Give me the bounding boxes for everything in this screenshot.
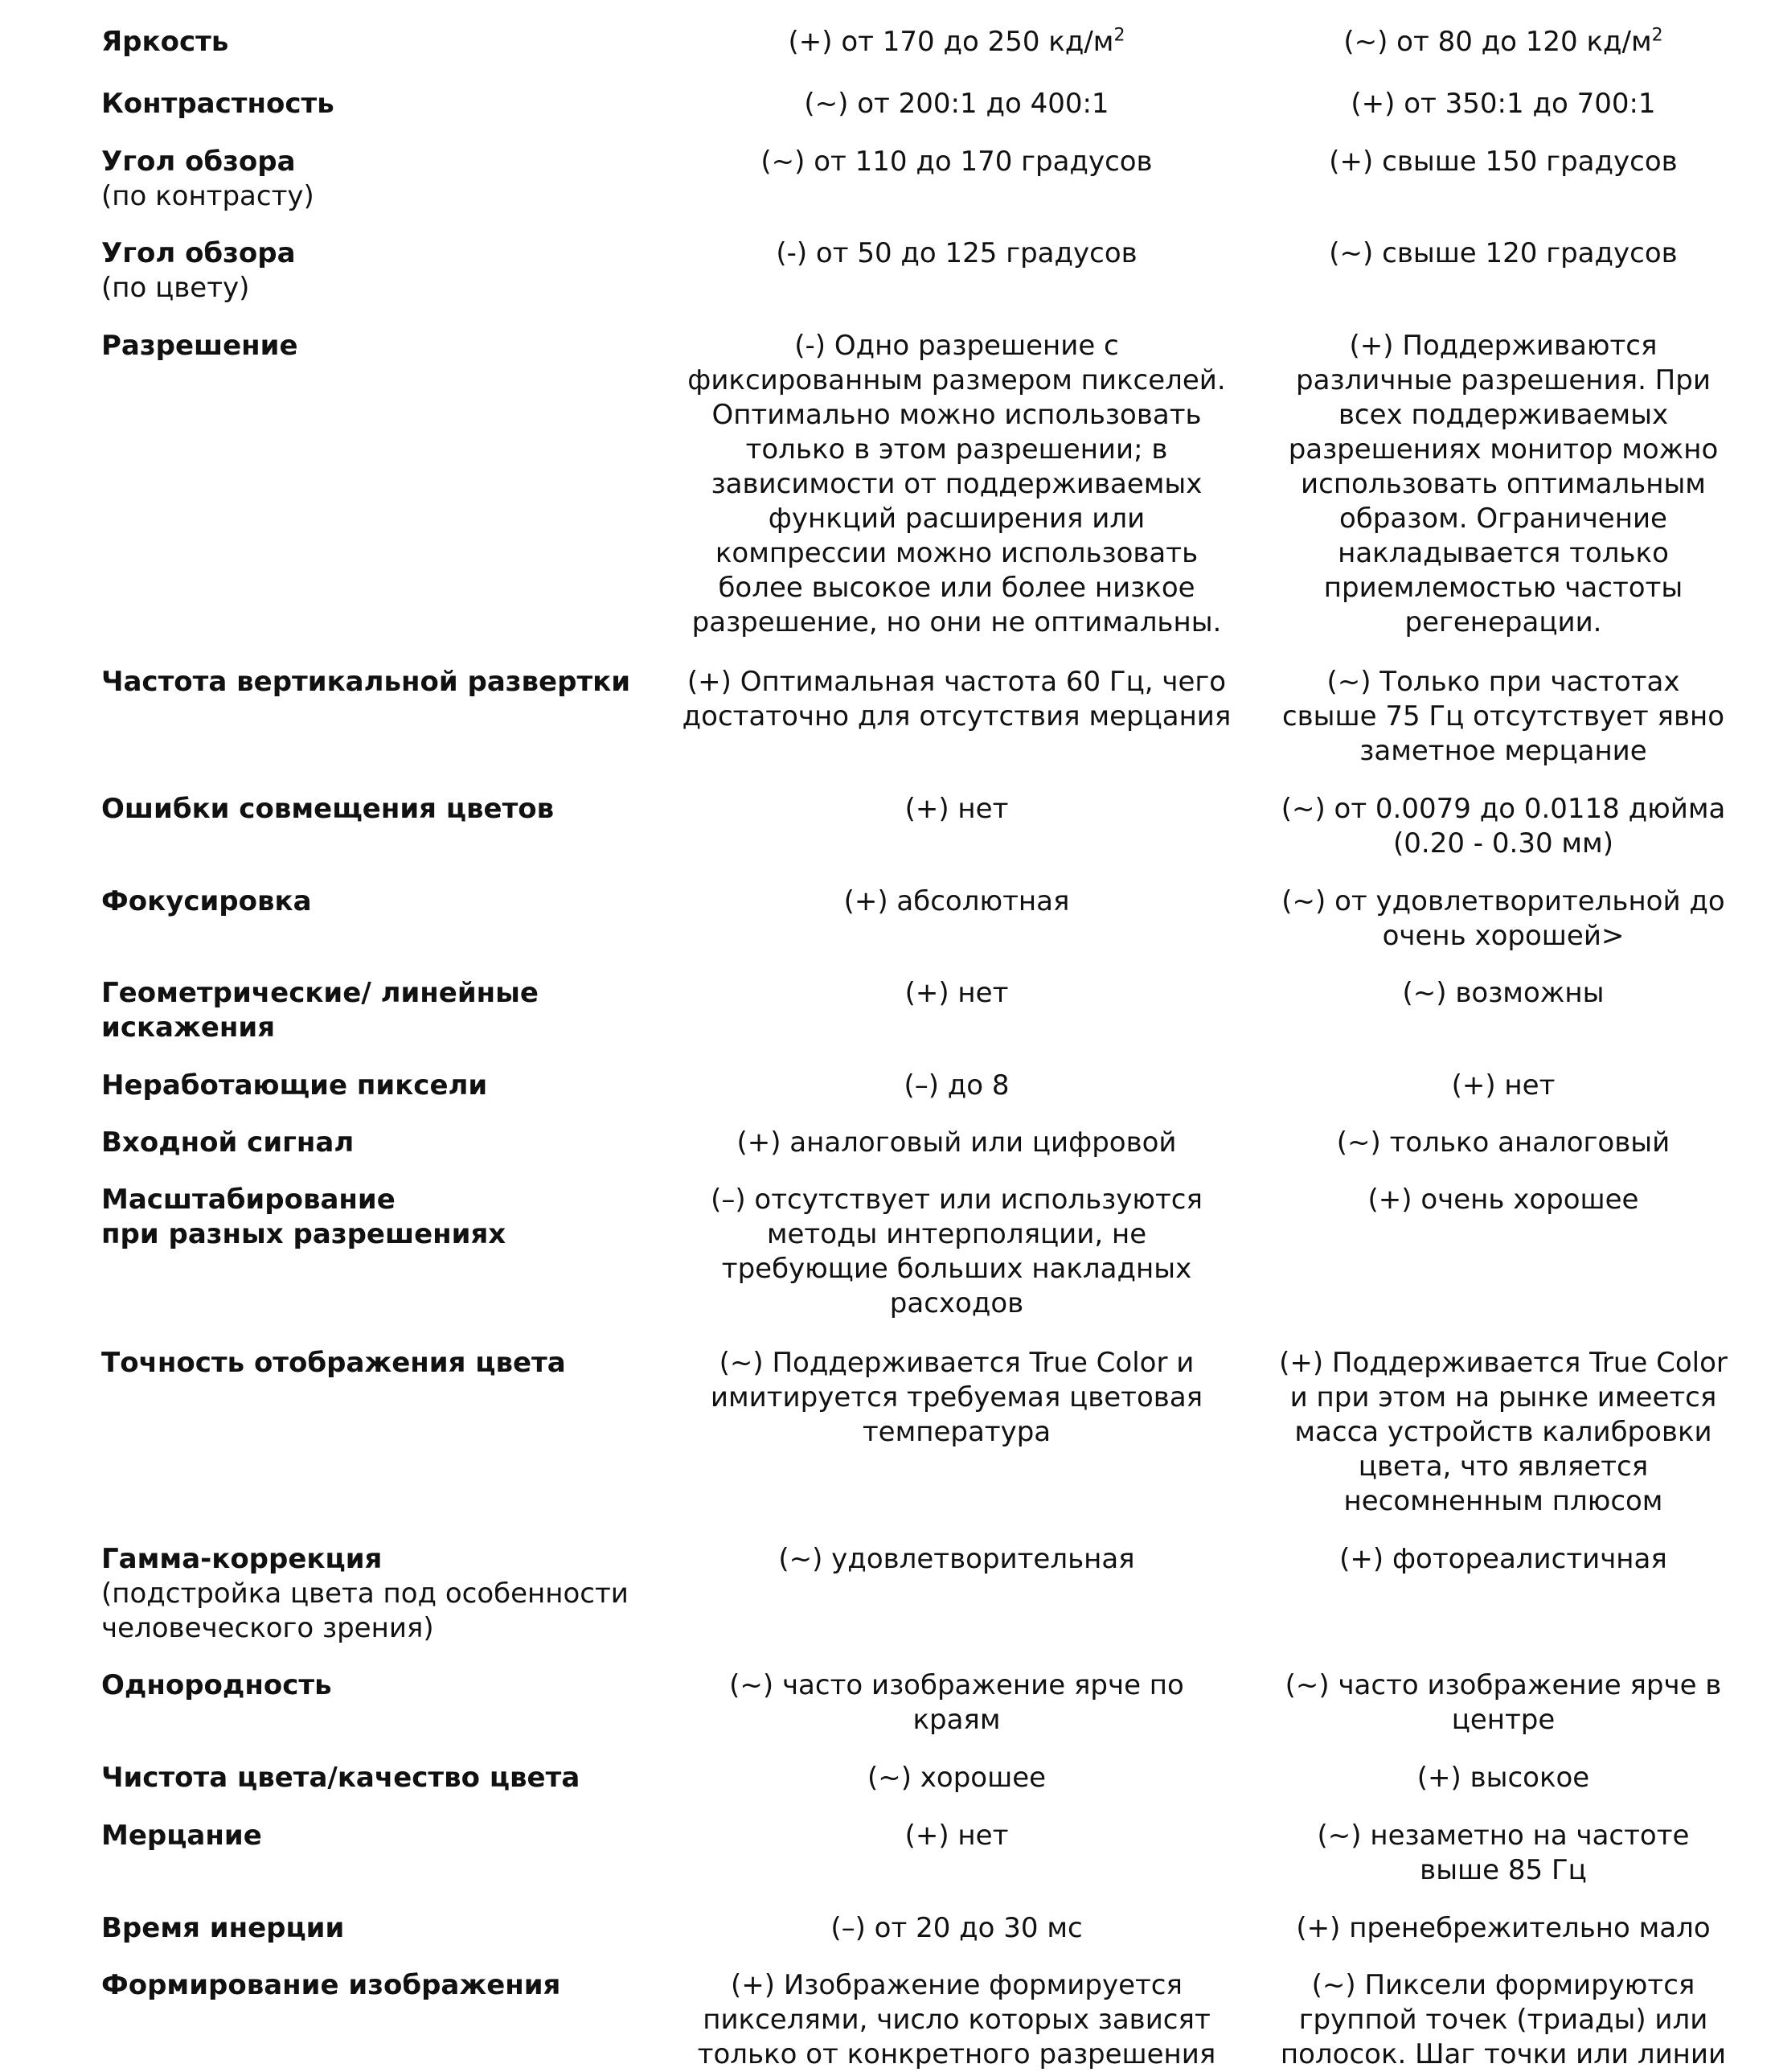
row-label — [101, 1126, 664, 1160]
row-label — [101, 25, 664, 59]
column-1-cell: (-) Одно разрешение с фиксированным размером пикселей. Оптимально можно использовать только в этом разрешении; в зависимости от поддерживаемых функций расширения или компрессии можно использовать более высокое или более низкое разрешение, но они не оптимальны. — [687, 330, 1226, 638]
column-2-cell: (+) свыше 150 градусов — [1329, 146, 1678, 178]
column-2-cell — [1250, 25, 1757, 59]
row-title: Разрешение — [101, 330, 298, 362]
row-title: Мерцание — [101, 1820, 262, 1852]
column-1-cell: (+) нет — [904, 977, 1009, 1009]
column-2-cell: (+) очень хорошее — [1367, 1184, 1639, 1216]
row-title: Однородность — [101, 1669, 332, 1701]
column-1-cell: (+) Оптимальная частота 60 Гц, чего достаточно для отсутствия мерцания — [682, 666, 1232, 732]
row-title: Неработающие пиксели — [101, 1069, 488, 1102]
row-label — [101, 1069, 664, 1103]
column-1-cell: (~) от 200:1 до 400:1 — [804, 88, 1109, 120]
column-1-cell — [667, 25, 1246, 59]
column-2-cell: (+) Поддерживаются различные разрешения. При всех поддерживаемых разрешениях монитор можно использовать оптимальным образом. Ограничение накладывается только приемлемостью частоты регенерации. — [1288, 330, 1719, 638]
column-1-cell: (+) абсолютная — [843, 885, 1070, 917]
row-label — [101, 236, 664, 306]
row-title: Яркость — [101, 26, 229, 58]
row-label — [101, 145, 664, 214]
row-title: Угол обзора — [101, 237, 296, 269]
column-2-cell: (~) незаметно на частоте выше 85 Гц — [1317, 1820, 1690, 1886]
row-label — [101, 1968, 664, 2003]
superscript: 2 — [1651, 25, 1663, 46]
column-1-cell: (+) Изображение формируется пикселями, число которых зависят только от конкретного разрешения — [697, 1969, 1216, 2070]
row-title: Входной сигнал — [101, 1126, 355, 1159]
row-label — [101, 1542, 664, 1646]
column-2-cell: (+) нет — [1451, 1069, 1556, 1102]
row-title: Частота вертикальной развертки — [101, 666, 631, 698]
column-1-cell: (–) от 20 до 30 мс — [830, 1912, 1083, 1944]
column-1-cell: (~) хорошее — [867, 1762, 1047, 1794]
row-label — [101, 665, 664, 700]
column-1-cell: (–) до 8 — [904, 1069, 1010, 1102]
row-label — [101, 87, 664, 121]
row-label — [101, 976, 664, 1045]
column-1-cell: (-) от 50 до 125 градусов — [776, 237, 1138, 269]
row-label — [101, 1761, 664, 1795]
column-2-cell: (+) от 350:1 до 700:1 — [1351, 88, 1656, 120]
row-title: Геометрические/ линейные искажения — [101, 977, 539, 1044]
row-label — [101, 1911, 664, 1946]
row-label — [101, 329, 664, 363]
row-title: Фокусировка — [101, 885, 312, 917]
column-2-cell: (+) фотореалистичная — [1339, 1543, 1667, 1575]
column-2-cell: (~) Только при частотах свыше 75 Гц отсутствует явно заметное мерцание — [1281, 666, 1725, 767]
column-2-cell: (+) высокое — [1416, 1762, 1590, 1794]
row-title: Ошибки совмещения цветов — [101, 793, 555, 825]
row-label — [101, 1346, 664, 1381]
row-subtitle: (по цвету) — [101, 272, 250, 304]
column-2-cell: (+) пренебрежительно мало — [1296, 1912, 1711, 1944]
column-1-cell: (–) отсутствует или используются методы интерполяции, не требующие больших накладных расходов — [711, 1184, 1203, 1319]
row-title: Точность отображения цвета — [101, 1347, 566, 1379]
row-label — [101, 792, 664, 827]
row-title: Гамма-коррекция — [101, 1543, 383, 1575]
row-title: Угол обзора — [101, 146, 296, 178]
column-2-cell: (+) Поддерживается True Color и при этом на рынке имеется масса устройств калибровки цвета, что является несомненным плюсом — [1279, 1347, 1728, 1517]
row-title: Чистота цвета/качество цвета — [101, 1762, 580, 1794]
row-label — [101, 1819, 664, 1853]
column-2-cell: (~) свыше 120 градусов — [1329, 237, 1678, 269]
row-title: Формирование изображения — [101, 1969, 561, 2001]
column-2-cell: (~) от удовлетворительной до очень хорошей> — [1281, 885, 1725, 952]
column-1-cell: (+) нет — [904, 793, 1009, 825]
row-title: Время инерции — [101, 1912, 345, 1944]
row-subtitle: (по контрасту) — [101, 180, 314, 212]
column-2-cell: (~) возможны — [1402, 977, 1605, 1009]
column-2-cell: (~) только аналоговый — [1336, 1126, 1670, 1159]
row-label — [101, 884, 664, 919]
column-2-cell: (~) от 0.0079 до 0.0118 дюйма (0.20 - 0.30 мм) — [1281, 793, 1726, 860]
row-title: Контрастность — [101, 88, 334, 120]
row-subtitle: (подстройка цвета под особенности человеческого зрения) — [101, 1578, 629, 1644]
cell-text: (+) от 170 до 250 кд/м — [788, 26, 1114, 58]
column-1-cell: (+) нет — [904, 1820, 1009, 1852]
column-1-cell: (~) от 110 до 170 градусов — [760, 146, 1153, 178]
row-title: Масштабирование при разных разрешениях — [101, 1184, 506, 1250]
column-1-cell: (+) аналоговый или цифровой — [736, 1126, 1177, 1159]
column-2-cell: (~) Пиксели формируются группой точек (триады) или полосок. Шаг точки или линии — [1280, 1969, 1727, 2070]
row-label — [101, 1183, 664, 1252]
column-2-cell: (~) часто изображение ярче в центре — [1285, 1669, 1722, 1736]
column-1-cell: (~) часто изображение ярче по краям — [729, 1669, 1184, 1736]
cell-text: (~) от 80 до 120 кд/м — [1343, 26, 1652, 58]
column-1-cell: (~) удовлетворительная — [778, 1543, 1135, 1575]
row-label — [101, 1668, 664, 1703]
column-1-cell: (~) Поддерживается True Color и имитируется требуемая цветовая температура — [710, 1347, 1203, 1448]
superscript: 2 — [1113, 25, 1125, 46]
